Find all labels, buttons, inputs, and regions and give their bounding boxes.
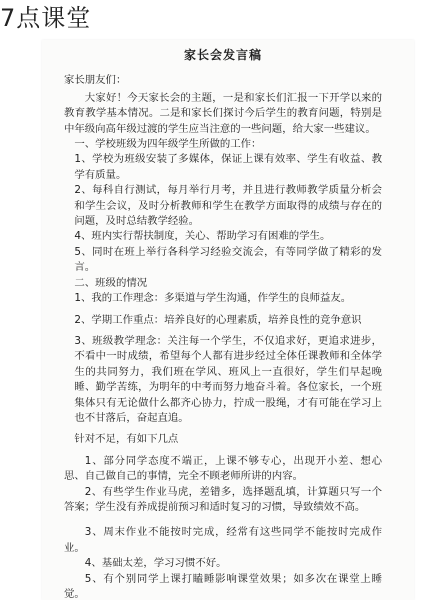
- list-item: 1、学校为班级安装了多媒体，保证上课有效率、学生有收益、教学有质量。: [74, 153, 382, 181]
- list-item: 2、学期工作重点：培养良好的心理素质，培养良性的竞争意识: [74, 313, 362, 326]
- document-title: 家长会发言稿: [183, 48, 262, 62]
- list-item: 5、同时在班上举行各科学习经验交流会，有等同学做了精彩的发言。: [74, 245, 382, 274]
- site-watermark-label: 7点课堂: [0, 4, 92, 32]
- list-item: 1、我的工作理念：多渠道与学生沟通，作学生的良师益友。: [74, 292, 352, 305]
- list-item: 2、每科自行测试，每月举行月考，并且进行教师教学质量分析会和学生会议，及时分析教师和学生在教学方面取得的成绩与存在的问题，及时总结教学经验。: [74, 184, 382, 228]
- speech-document: [64, 48, 382, 600]
- intro-paragraph: 大家好！今天家长会的主题，一是和家长们汇报一下开学以来的教育教学基本情况。二是和家长们探讨今后学生的教育问题，特别是中年级向高年级过渡的学生应当注意的一些问题，给大家一些建议。: [64, 91, 382, 135]
- section-heading-class-situation: 二、班级的情况: [74, 276, 148, 289]
- list-item: 3、班级教学理念：关注每一个学生，不仅追求好，更追求进步，不看中一时成绩，希望每个人都有进步经过全体任课教师和全体学生的共同努力，我们班在学风、班风上一直很好，学生们早起晚睡、勤学苦练，为明年的中考而努力地奋斗着。各位家长，一个班集体只有无论做什么都齐心协力，拧成一股绳，才有可能在学习上也不甘落后，奋起直追。: [74, 334, 382, 424]
- list-item: 1、部分同学态度不端正，上课不够专心，出现开小差、想心思、自己做自己的事情，完全不顾老师所讲的内容。: [64, 454, 382, 483]
- list-item: 4、基础太差，学习习惯不好。: [84, 557, 227, 570]
- list-item: 2、有些学生作业马虎，差错多，选择题乱填，计算题只写一个答案；学生没有养成提前预习和适时复习的习惯，导致绩效不高。: [64, 485, 382, 513]
- section-heading-shortcomings: 针对不足，有如下几点: [74, 433, 179, 446]
- salutation: 家长朋友们：: [64, 74, 127, 87]
- list-item: 3、周末作业不能按时完成，经常有这些同学不能按时完成作业。: [64, 526, 382, 554]
- list-item: 4、班内实行帮扶制度，关心、帮助学习有困难的学生。: [74, 230, 331, 243]
- section-heading-school-work: 一、学校班级为四年级学生所做的工作：: [74, 138, 262, 151]
- list-item: 5、有个别同学上课打瞌睡影响课堂效果；如多次在课堂上睡觉。: [64, 572, 382, 600]
